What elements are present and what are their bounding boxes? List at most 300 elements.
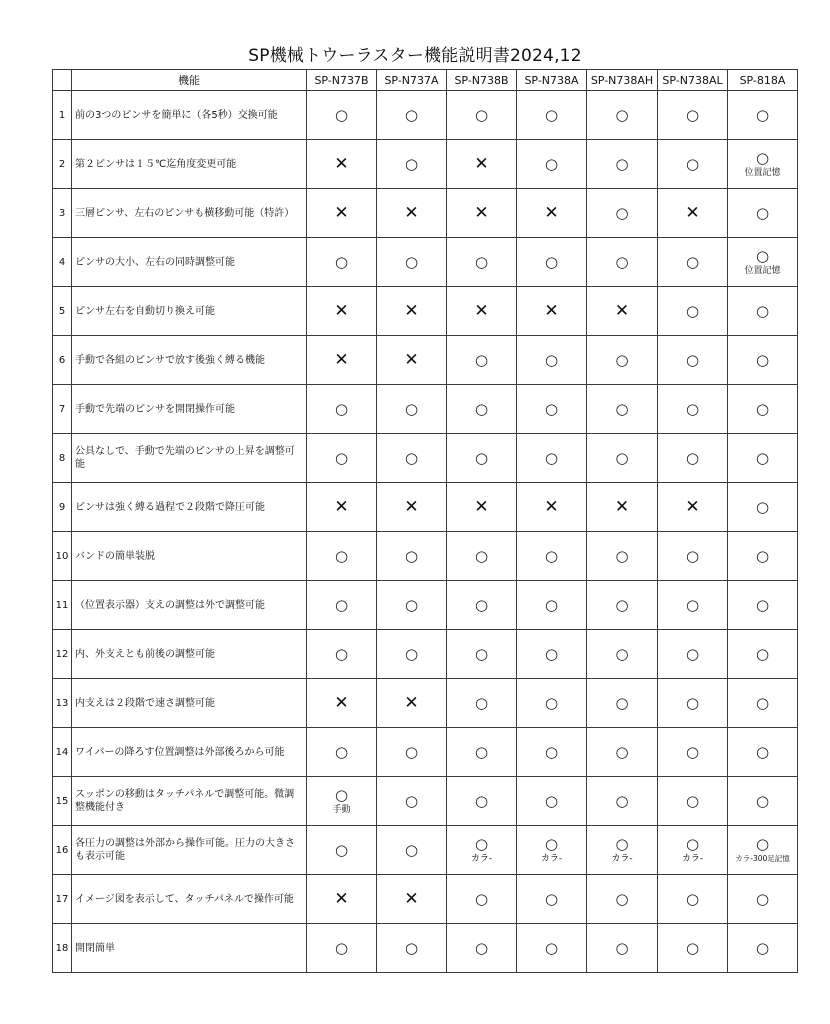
availability-cell: [517, 189, 587, 238]
unavailable-cross-icon: ✕: [685, 203, 700, 223]
available-circle-icon: ○: [755, 743, 770, 761]
availability-cell: [307, 924, 377, 973]
availability-cell: [587, 532, 658, 581]
available-circle-icon: ○: [544, 939, 559, 957]
feature-description-cell: 開閉簡単: [72, 924, 307, 973]
availability-cell: [517, 140, 587, 189]
feature-description-cell: 内、外支えとも前後の調整可能: [72, 630, 307, 679]
unavailable-cross-icon: ✕: [404, 203, 419, 223]
feature-description-cell: ピンサの大小、左右の同時調整可能: [72, 238, 307, 287]
available-circle-icon: ○: [334, 106, 349, 124]
available-circle-icon: ○: [404, 547, 419, 565]
availability-cell: [447, 875, 517, 924]
available-circle-icon: ○: [334, 596, 349, 614]
availability-cell: [517, 336, 587, 385]
available-circle-icon: ○: [404, 743, 419, 761]
available-circle-icon: ○: [755, 351, 770, 369]
feature-description-cell: ピンサは強く縛る過程で２段階で降圧可能: [72, 483, 307, 532]
feature-description-cell: （位置表示器）支えの調整は外で調整可能: [72, 581, 307, 630]
available-circle-icon: ○: [404, 645, 419, 663]
available-circle-icon: ○: [544, 449, 559, 467]
feature-description-cell: イメージ図を表示して、タッチパネルで操作可能: [72, 875, 307, 924]
availability-cell: [658, 385, 728, 434]
cell-note: 位置記憶: [744, 265, 781, 276]
available-circle-icon: ○: [685, 743, 700, 761]
availability-cell: [728, 679, 798, 728]
available-circle-icon: ○: [685, 253, 700, 271]
availability-cell: [517, 287, 587, 336]
availability-cell: [658, 238, 728, 287]
row-number-cell: 6: [53, 336, 72, 385]
availability-cell: [447, 777, 517, 826]
availability-cell: [658, 826, 728, 875]
availability-cell: [377, 385, 447, 434]
available-circle-icon: ○: [474, 400, 489, 418]
feature-description-cell: ワイパーの降ろす位置調整は外部後ろから可能: [72, 728, 307, 777]
availability-cell: [307, 238, 377, 287]
available-circle-icon: ○: [755, 498, 770, 516]
availability-cell: [307, 630, 377, 679]
available-circle-icon: ○: [334, 449, 349, 467]
availability-cell: [377, 630, 447, 679]
row-number-cell: 10: [53, 532, 72, 581]
availability-cell: [377, 189, 447, 238]
feature-description-cell: 前の3つのピンサを簡単に（各5秒）交換可能: [72, 91, 307, 140]
available-circle-icon: ○: [544, 351, 559, 369]
available-circle-icon: ○: [615, 204, 629, 222]
available-circle-icon: ○: [544, 253, 559, 271]
available-circle-icon: ○: [474, 743, 489, 761]
availability-cell: [447, 532, 517, 581]
available-circle-icon: ○: [755, 246, 770, 265]
row-number-cell: 16: [53, 826, 72, 875]
availability-cell: [307, 532, 377, 581]
available-circle-icon: ○: [755, 694, 770, 712]
unavailable-cross-icon: ✕: [404, 889, 419, 909]
availability-cell: [587, 238, 658, 287]
header-model-cell: SP-818A: [728, 70, 798, 91]
row-number-cell: 2: [53, 140, 72, 189]
feature-description-cell: スッポンの移動はタッチパネルで調整可能。微調整機能付き: [72, 777, 307, 826]
available-circle-icon: ○: [615, 596, 629, 614]
table-row: [53, 483, 798, 532]
availability-cell: [728, 434, 798, 483]
availability-cell: [307, 875, 377, 924]
table-header-row: [53, 70, 798, 91]
available-circle-icon: ○: [755, 939, 770, 957]
table-row: [53, 875, 798, 924]
table-row: [53, 826, 798, 875]
table-row: [53, 385, 798, 434]
availability-cell: [728, 140, 798, 189]
header-feature-cell: 機能: [72, 70, 307, 91]
availability-cell: [517, 630, 587, 679]
availability-cell: [377, 336, 447, 385]
row-number-cell: 18: [53, 924, 72, 973]
available-circle-icon: ○: [615, 400, 629, 418]
row-number-cell: 3: [53, 189, 72, 238]
availability-cell: [447, 91, 517, 140]
availability-cell: [517, 777, 587, 826]
available-circle-icon: ○: [334, 743, 349, 761]
available-circle-icon: ○: [474, 890, 489, 908]
availability-cell: [447, 336, 517, 385]
feature-description-cell: 内支えは２段階で速さ調整可能: [72, 679, 307, 728]
availability-cell: [377, 483, 447, 532]
available-circle-icon: ○: [474, 253, 489, 271]
table-row: [53, 434, 798, 483]
availability-cell: [728, 924, 798, 973]
availability-cell: [307, 581, 377, 630]
availability-cell: [447, 238, 517, 287]
available-circle-icon: ○: [404, 106, 419, 124]
availability-cell: [447, 581, 517, 630]
availability-cell: [587, 287, 658, 336]
table-row: [53, 287, 798, 336]
availability-cell: [658, 287, 728, 336]
availability-cell: [447, 924, 517, 973]
feature-description-cell: 第２ピンサは１５℃迄角度変更可能: [72, 140, 307, 189]
availability-cell: [377, 679, 447, 728]
availability-cell: [728, 483, 798, 532]
availability-cell: [377, 728, 447, 777]
unavailable-cross-icon: ✕: [334, 497, 349, 517]
available-circle-icon: ○: [404, 841, 419, 859]
availability-cell: [307, 91, 377, 140]
unavailable-cross-icon: ✕: [474, 497, 489, 517]
table-row: [53, 140, 798, 189]
available-circle-icon: ○: [685, 547, 700, 565]
available-circle-icon: ○: [615, 834, 629, 853]
available-circle-icon: ○: [334, 547, 349, 565]
unavailable-cross-icon: ✕: [404, 497, 419, 517]
cell-note: 位置記憶: [744, 167, 781, 178]
available-circle-icon: ○: [404, 596, 419, 614]
availability-cell: [447, 189, 517, 238]
feature-description-cell: 三層ピンサ、左右のピンサも横移動可能（特許）: [72, 189, 307, 238]
cell-note: カラ-: [611, 853, 633, 864]
available-circle-icon: ○: [474, 645, 489, 663]
feature-description-cell: 各圧力の調整は外部から操作可能。圧力の大きさも表示可能: [72, 826, 307, 875]
available-circle-icon: ○: [615, 547, 629, 565]
row-number-cell: 9: [53, 483, 72, 532]
available-circle-icon: ○: [615, 253, 629, 271]
available-circle-icon: ○: [755, 148, 770, 167]
available-circle-icon: ○: [544, 547, 559, 565]
available-circle-icon: ○: [755, 449, 770, 467]
availability-cell: [307, 434, 377, 483]
unavailable-cross-icon: ✕: [474, 301, 489, 321]
header-model-cell: SP-N738AH: [587, 70, 658, 91]
availability-cell: [587, 434, 658, 483]
table-row: [53, 679, 798, 728]
availability-cell: [587, 679, 658, 728]
availability-cell: [728, 238, 798, 287]
available-circle-icon: ○: [615, 106, 629, 124]
available-circle-icon: ○: [615, 449, 629, 467]
availability-cell: [728, 385, 798, 434]
available-circle-icon: ○: [334, 645, 349, 663]
available-circle-icon: ○: [404, 155, 419, 173]
row-number-cell: 8: [53, 434, 72, 483]
unavailable-cross-icon: ✕: [544, 203, 559, 223]
unavailable-cross-icon: ✕: [404, 301, 419, 321]
unavailable-cross-icon: ✕: [544, 301, 559, 321]
available-circle-icon: ○: [685, 645, 700, 663]
header-model-cell: SP-N738A: [517, 70, 587, 91]
availability-cell: [587, 630, 658, 679]
availability-cell: [658, 483, 728, 532]
feature-description-cell: ピンサ左右を自動切り換え可能: [72, 287, 307, 336]
unavailable-cross-icon: ✕: [334, 203, 349, 223]
feature-description-cell: 手動で各組のピンサで放す後強く縛る機能: [72, 336, 307, 385]
document-title: SP機械トウーラスター機能説明書2024,12: [248, 46, 582, 66]
header-model-cell: SP-N738B: [447, 70, 517, 91]
available-circle-icon: ○: [685, 792, 700, 810]
availability-cell: [658, 581, 728, 630]
availability-cell: [517, 875, 587, 924]
table-row: [53, 238, 798, 287]
unavailable-cross-icon: ✕: [334, 154, 349, 174]
table-row: [53, 532, 798, 581]
available-circle-icon: ○: [474, 596, 489, 614]
availability-cell: [517, 826, 587, 875]
availability-cell: [307, 189, 377, 238]
available-circle-icon: ○: [544, 792, 559, 810]
availability-cell: [517, 679, 587, 728]
header-model-cell: SP-N737B: [307, 70, 377, 91]
available-circle-icon: ○: [544, 890, 559, 908]
available-circle-icon: ○: [615, 939, 629, 957]
available-circle-icon: ○: [685, 694, 700, 712]
available-circle-icon: ○: [544, 645, 559, 663]
row-number-cell: 14: [53, 728, 72, 777]
available-circle-icon: ○: [334, 841, 349, 859]
availability-cell: [728, 777, 798, 826]
available-circle-icon: ○: [404, 253, 419, 271]
unavailable-cross-icon: ✕: [334, 350, 349, 370]
availability-cell: [307, 385, 377, 434]
available-circle-icon: ○: [404, 792, 419, 810]
available-circle-icon: ○: [544, 400, 559, 418]
availability-cell: [307, 483, 377, 532]
availability-cell: [447, 679, 517, 728]
availability-cell: [517, 581, 587, 630]
available-circle-icon: ○: [755, 890, 770, 908]
availability-cell: [658, 679, 728, 728]
available-circle-icon: ○: [544, 743, 559, 761]
available-circle-icon: ○: [474, 106, 489, 124]
feature-description-cell: 手動で先端のピンサを開閉操作可能: [72, 385, 307, 434]
availability-cell: [377, 287, 447, 336]
availability-cell: [658, 630, 728, 679]
table-row: [53, 924, 798, 973]
availability-cell: [587, 728, 658, 777]
table-row: [53, 630, 798, 679]
availability-cell: [728, 336, 798, 385]
availability-cell: [307, 140, 377, 189]
table-row: [53, 189, 798, 238]
availability-cell: [587, 385, 658, 434]
availability-cell: [447, 826, 517, 875]
availability-cell: [517, 532, 587, 581]
available-circle-icon: ○: [615, 351, 629, 369]
feature-comparison-table: [52, 69, 798, 973]
available-circle-icon: ○: [755, 596, 770, 614]
availability-cell: [447, 483, 517, 532]
availability-cell: [728, 532, 798, 581]
available-circle-icon: ○: [755, 106, 770, 124]
availability-cell: [447, 385, 517, 434]
row-number-cell: 4: [53, 238, 72, 287]
available-circle-icon: ○: [685, 106, 700, 124]
availability-cell: [587, 483, 658, 532]
cell-note: カラ-: [681, 853, 704, 864]
availability-cell: [587, 140, 658, 189]
available-circle-icon: ○: [615, 792, 629, 810]
availability-cell: [517, 385, 587, 434]
availability-cell: [377, 777, 447, 826]
availability-cell: [658, 434, 728, 483]
availability-cell: [658, 532, 728, 581]
availability-cell: [307, 777, 377, 826]
cell-note: カラ-300足記憶: [735, 853, 790, 863]
available-circle-icon: ○: [474, 834, 489, 853]
available-circle-icon: ○: [404, 400, 419, 418]
cell-note: カラ-: [470, 853, 493, 864]
availability-cell: [517, 924, 587, 973]
available-circle-icon: ○: [685, 302, 700, 320]
row-number-cell: 12: [53, 630, 72, 679]
available-circle-icon: ○: [544, 694, 559, 712]
availability-cell: [728, 875, 798, 924]
header-model-cell: SP-N737A: [377, 70, 447, 91]
row-number-cell: 7: [53, 385, 72, 434]
availability-cell: [587, 189, 658, 238]
available-circle-icon: ○: [334, 939, 349, 957]
unavailable-cross-icon: ✕: [334, 301, 349, 321]
available-circle-icon: ○: [685, 449, 700, 467]
row-number-cell: 5: [53, 287, 72, 336]
available-circle-icon: ○: [474, 792, 489, 810]
availability-cell: [658, 777, 728, 826]
available-circle-icon: ○: [685, 400, 700, 418]
availability-cell: [447, 140, 517, 189]
available-circle-icon: ○: [755, 204, 770, 222]
availability-cell: [377, 238, 447, 287]
unavailable-cross-icon: ✕: [404, 693, 419, 713]
unavailable-cross-icon: ✕: [404, 350, 419, 370]
row-number-cell: 11: [53, 581, 72, 630]
availability-cell: [587, 581, 658, 630]
table-body: [53, 91, 798, 973]
available-circle-icon: ○: [544, 155, 559, 173]
header-model-cell: SP-N738AL: [658, 70, 728, 91]
availability-cell: [307, 826, 377, 875]
available-circle-icon: ○: [685, 939, 700, 957]
table-row: [53, 728, 798, 777]
availability-cell: [517, 238, 587, 287]
availability-cell: [377, 434, 447, 483]
unavailable-cross-icon: ✕: [334, 889, 349, 909]
availability-cell: [447, 728, 517, 777]
available-circle-icon: ○: [334, 253, 349, 271]
available-circle-icon: ○: [685, 596, 700, 614]
header-number-cell: [53, 70, 72, 91]
availability-cell: [658, 140, 728, 189]
availability-cell: [377, 140, 447, 189]
unavailable-cross-icon: ✕: [685, 497, 700, 517]
availability-cell: [447, 434, 517, 483]
availability-cell: [728, 91, 798, 140]
availability-cell: [728, 581, 798, 630]
unavailable-cross-icon: ✕: [544, 497, 559, 517]
feature-description-cell: バンドの簡単装脱: [72, 532, 307, 581]
available-circle-icon: ○: [755, 834, 770, 853]
availability-cell: [517, 434, 587, 483]
available-circle-icon: ○: [334, 785, 349, 804]
availability-cell: [587, 336, 658, 385]
availability-cell: [377, 91, 447, 140]
availability-cell: [728, 189, 798, 238]
availability-cell: [307, 336, 377, 385]
availability-cell: [587, 875, 658, 924]
unavailable-cross-icon: ✕: [474, 203, 489, 223]
unavailable-cross-icon: ✕: [614, 301, 630, 321]
availability-cell: [658, 875, 728, 924]
available-circle-icon: ○: [615, 743, 629, 761]
available-circle-icon: ○: [544, 834, 559, 853]
availability-cell: [377, 875, 447, 924]
available-circle-icon: ○: [615, 890, 629, 908]
available-circle-icon: ○: [615, 694, 629, 712]
availability-cell: [587, 91, 658, 140]
available-circle-icon: ○: [755, 302, 770, 320]
availability-cell: [377, 532, 447, 581]
available-circle-icon: ○: [685, 351, 700, 369]
feature-description-cell: 公具なしで、手動で先端のピンサの上昇を調整可能: [72, 434, 307, 483]
available-circle-icon: ○: [474, 351, 489, 369]
table-row: [53, 336, 798, 385]
availability-cell: [517, 483, 587, 532]
availability-cell: [728, 826, 798, 875]
availability-cell: [728, 287, 798, 336]
availability-cell: [728, 630, 798, 679]
available-circle-icon: ○: [544, 106, 559, 124]
availability-cell: [728, 728, 798, 777]
availability-cell: [658, 924, 728, 973]
available-circle-icon: ○: [404, 449, 419, 467]
availability-cell: [447, 630, 517, 679]
table-row: [53, 581, 798, 630]
available-circle-icon: ○: [755, 547, 770, 565]
availability-cell: [517, 91, 587, 140]
availability-cell: [377, 826, 447, 875]
unavailable-cross-icon: ✕: [474, 154, 489, 174]
availability-cell: [377, 924, 447, 973]
row-number-cell: 17: [53, 875, 72, 924]
available-circle-icon: ○: [474, 547, 489, 565]
cell-note: 手動: [332, 804, 351, 815]
available-circle-icon: ○: [615, 155, 629, 173]
table-row: [53, 777, 798, 826]
availability-cell: [377, 581, 447, 630]
availability-cell: [307, 287, 377, 336]
available-circle-icon: ○: [474, 694, 489, 712]
availability-cell: [658, 91, 728, 140]
availability-cell: [658, 336, 728, 385]
availability-cell: [307, 679, 377, 728]
